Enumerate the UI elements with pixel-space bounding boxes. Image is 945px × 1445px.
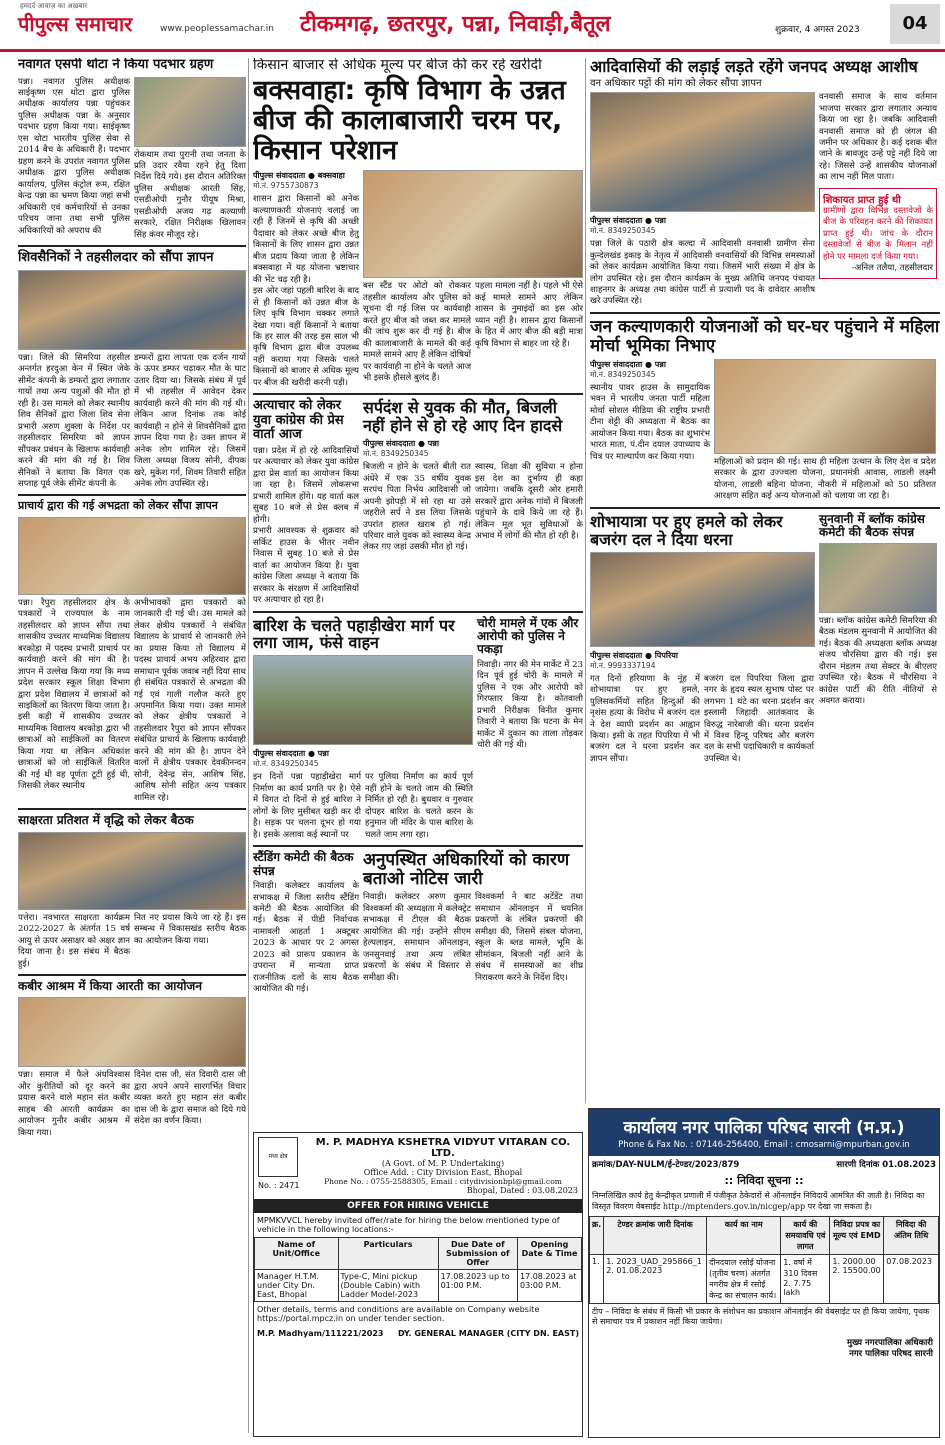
divider: [18, 974, 246, 976]
column-center: [253, 58, 583, 1128]
story-bajrang-body-2: बजरंग दल पिपरिया जिला द्वारा नगर के हृदय स्थल सुभाष पोस्ट पर लगभग 1 घंटे का धरना प्रदर्शन कर इस्लामी जिहादी आतंकवाद के विरुद्ध नारेबाजी की। धरना प्रदर्शन में विश्व हिन्दू परिषद और बजरंग दल के सभी पदाधिकारी व कार्यकर्ता उपस्थित थे।: [704, 673, 814, 764]
divider: [18, 808, 246, 810]
tender-table: [589, 1216, 939, 1304]
tribal-phone: मो.नं. 8349250345: [590, 226, 656, 236]
tender-notice: [588, 1108, 940, 1438]
tender-col-work: कार्य का नाम: [707, 1216, 781, 1254]
ad-cell: 17.08.2023 at 03:00 P.M.: [517, 1270, 581, 1302]
column-divider: [585, 58, 586, 1103]
ad-signature: DY. GENERAL MANAGER (CITY DN. EAST): [397, 1329, 579, 1338]
issue-date: शुक्रवार, 4 अगस्त 2023: [775, 25, 860, 35]
story-youth-congress-body: पन्ना। प्रदेश में हो रहे आदिवासियों पर अत्याचार को लेकर युवा कांग्रेस द्वारा प्रेस वार्ता का आयोजन किया जा रहा है। जिसमें लोकसभा प्रभारी शामिल होंगे। यह वार्ता कल सुबह 10 बजे से प्रेस क्लब में होगी।: [253, 445, 359, 525]
bajrang-phone: मो.नं. 9993337194: [590, 660, 656, 670]
complaint-box: [819, 188, 937, 279]
ad-number: No. : 2471: [258, 1181, 300, 1190]
photo-shivsainik: [18, 270, 246, 350]
divider: [253, 611, 583, 613]
lead-body-2: इस ओर जहां पहली बारिश के बाद से ही किसानों को उन्नत बीज के लिए कृषि विभाग चक्कर लगाते देखा गया। वहीं किसानों ने बताया कि हर साल की तरह इस साल भी कृषि विभाग द्वारा बीज उपलब्ध नहीं कराया गया जिसके चलते किसानों को बाजार से अधिक मूल्य पर बीज की खरीदी करनी पड़ी।: [253, 286, 359, 388]
ad-date: Bhopal, Dated : 03.08.2023: [466, 1186, 578, 1195]
editions-title: टीकमगढ़, छतरपुर, पन्ना, निवाड़ी,बैतूल: [300, 12, 611, 37]
ad-col-unit: Name of Unit/Office: [255, 1238, 339, 1270]
divider: [253, 845, 583, 847]
story-bajrang-body: गत दिनों हरियाणा के नूंह में शोभायात्रा पर हुए हमले, पुलिसकर्मियों सहित हिन्दुओं की नृशंस हत्या के विरोध में बजरंग दल ने देश व्यापी प्रदर्शन का आह्वान किया। इसी के तहत पिपरिया में भी बजरंग दल ने धरना प्रदर्शन कर ज्ञापन सौंपा।: [590, 673, 700, 764]
headline-rain-jam: बारिश के चलते पहाड़ीखेरा मार्ग पर लगा जाम, फंसे वाहन: [253, 615, 455, 653]
tribal-byline: पीपुल्स संवाददाता ● पन्ना: [590, 216, 666, 226]
ad-col-opening: Opening Date & Time: [517, 1238, 581, 1270]
tender-col-sno: क्र.: [590, 1216, 604, 1254]
lead-body-3: बस स्टैंड पर ओटो को रोककर तहसील कार्यालय और पुलिस को सूचना दी गई जिस पर कार्यवाही करते हुए बीज को जब्त कर मामले की जांच शुरू कर दी गई है। बीज की कालाबाजारी के मामले की कई मामले सामने आए हैं लेकिन दोषियों पर कार्यवाही ना होने के चलते आज भी इसके हौसले बुलंद हैं।: [363, 281, 471, 384]
story-mahila-body-2: महिलाओं को प्रदान की गई। साथ ही महिला उत्थान के लिए देश व प्रदेश सरकार के द्वारा उज्ज्वला योजना, प्रधानमंत्री आवास, लाडली लक्ष्मी योजना, लाडली बहिना योजना, नौकरी में महिलाओं को 50 प्रतिशत आरक्षण सहित कई अन्य योजनाओं को चलाया जा रहा है।: [714, 456, 936, 502]
ad-cell: 17.08.2023 up to 01:00 P.M.: [438, 1270, 517, 1302]
tender-col-duration: कार्य की समयावधि एवं लागत: [781, 1216, 830, 1254]
story-principal-body: पन्ना। रैपुरा तहसीलदार क्षेत्र के पत्रकारों ने राज्यपाल के नाम तहसीलदार को ज्ञापन सौंपा तथा शासकीय उच्चतर माध्यमिक विद्यालय बरकोड़ा में पदस्थ प्रभारी प्राचार्य पर कार्यवाही करने की मांग की है। ज्ञापन में उल्लेख किया गया कि मध्य प्रदेश सरकार स्कूल शिक्षा विभाग द्वारा प्रदेश विद्यालय में छात्राओं को साइकिलों का वितरण किया जाता है। इसी कड़ी में शासकीय उच्चतर माध्यमिक विद्यालय बरकोड़ा द्वारा भी छात्राओं को साईकिलों का वितरण किया गया था लेकिन अधिकांश छात्राओं को जो साईकिलें वितरित की गई थी वह पूर्णतः टूटी हुई थी, जिसकी लेकर स्थानीय: [18, 597, 130, 792]
story-kabir-body: पन्ना। समाज में फैले अंधविश्वास और कुरीतियों को दूर करने का प्रयास करने वाले महान संत कबीर साहब की आरती कार्यक्रम का आयोजन गुनौर कबीर आश्रम में किया गया।: [18, 1070, 130, 1138]
story-snakebite-body: बिजली न होने के चलते बीती रात अंधेरे में एक 35 वर्षीय युवक सरपंच पिता निर्भय आदिवासी जो अपनी झोपड़ी में सो रहा था उसे जहरीले सर्प ने डस लिया जिसके उपरांत हालत खराब हो गई। परिवार वाले युवक को स्वास्थ्य केन्द्र लेकर गए जहां उसकी मौत हो गई।: [363, 462, 471, 553]
tender-cell: 1.: [590, 1254, 604, 1303]
column-right: [590, 58, 940, 1103]
story-literacy-body-2: नित नए प्रयास किये जा रहे हैं। इस सम्बन्ध में विकासखंड स्तरीय बैठक का आयोजन किया गया।: [134, 912, 246, 946]
tender-cell: 1. वर्षा में 310 दिवस 2. 7.75 lakh: [781, 1254, 830, 1303]
lead-byline: पीपुल्स संवाददाता ● बक्सवाहा: [253, 171, 345, 181]
tender-cell: 1. 2023_UAD_295866_1 2. 01.08.2023: [604, 1254, 707, 1303]
story-sp-body-2: रोकथाम तथा पुरानी तथा जनता के प्रति उदार रवैया रहने हेतु दिशा निर्देश दिये गये। इस दौरान अतिरिक्त पुलिस अधीक्षक आरती सिंह, एसडीओपी गुनौर पीयूष मिश्रा, एसडीओपी अजय गढ़ कल्याणी सरकारे, रक्षित निरीक्षक खिलावन सिंह कंवर मौजूद रहे।: [134, 149, 246, 240]
story-shivsainik-body-2: डम्फरों द्वारा लापता एक दर्जन गायों के ऊपर डम्फर चढ़ाकर मौत के घाट उतार दिया था। जिसके संबंध में पूर्व में भी तहसील में आवेदन देकर कार्यवाही करने की मांग की गई थी। लेकिन आज दिनांक तक कोई कार्यवाही न होने से शिवसैनिकों द्वारा ज्ञापन दिया गया है। उक्त ज्ञापन में अनेक लोग शामिल रहे। जिसमें जिला अध्यक्ष विजय सोनी, दीपक खरे, मुकेश गर्ग, शिवम तिवारी सहित अनेक लोग उपस्थित रहे।: [134, 352, 246, 489]
story-youth-congress-body-2: प्रभारी आवश्यक से शुक्रवार को सर्किट हाउस के भीतर नवीन निवास में सुबह 10 बजे से प्रेस वार्ता का आयोजन किया है। युवा कांग्रेस जिला अध्यक्ष ने बताया कि सरकार के संरक्षण में आदिवासियों पर अत्याचार हो रहा है।: [253, 526, 359, 606]
table-row: [255, 1270, 582, 1302]
mahila-phone: मो.नं. 8349250345: [590, 369, 656, 379]
story-tribal-body: पन्ना जिले के पठारी क्षेत्र कल्दा में आदिवासी वनवासी ग्रामीण सेना कुन्देलखंड इकाइ के नेतृत्व में आदिवासी वनवासियों की विभिन्न समस्याओं को लेकर कार्यक्रम आयोजित किया गया। जिसमें भारी संख्या में क्षेत्र के लोग उपस्थित रहे। इस दौरान कार्यक्रम के मुख्य अतिथि जनपद पंचायत शाहनगर के अध्यक्ष तथा कांग्रेस पार्टी से प्रत्याशी पद के दावेदार आशीष खरे उपस्थित रहे।: [590, 239, 815, 307]
headline-principal: प्राचार्य द्वारा की गई अभद्रता को लेकर सौंपा ज्ञापन: [18, 499, 218, 513]
lead-body-1: शासन द्वारा किसानों को अनेक कल्याणकारी योजनाएं चलाई जा रही हैं जिनमें से कृषि की अच्छी पैदावार को लेकर अच्छे बीज हेतु किसानों के लिए शासन द्वारा उन्नत बीज प्रदाय किया जाता है लेकिन बक्सवाहा में यह योजना भ्रष्टाचार की भेंट चढ़ रही है।: [253, 194, 359, 285]
complaint-body: ग्रामीणों द्वारा विभिन्न दस्तावेजों के बीज के परिवहन करने की शिकायत प्राप्त हुई थी। जांच के दौरान दस्तावेजों से बीज के मिलान नहीं होने पर मामला दर्ज किया गया।: [823, 205, 933, 262]
tender-ref: क्रमांक/DAY-NULM/ई-टेण्डर/2023/879: [592, 1160, 740, 1170]
ad-table: [254, 1237, 582, 1302]
ad-col-due: Due Date of Submission of Offer: [438, 1238, 517, 1270]
tender-sign-2: नगर पालिका परिषद सारनी: [849, 1349, 933, 1360]
photo-rain-jam: [253, 655, 473, 745]
headline-standing-committee: स्टैंडिंग कमेटी की बैठक संपन्न: [253, 850, 354, 878]
headline-shivsainik: शिवसैनिकों ने तहसीलदार को सौंपा ज्ञापन: [18, 250, 214, 266]
divider: [590, 312, 940, 314]
story-standing-committee-body: निवाड़ी। कलेक्टर कार्यालय के सभाकक्ष में जिला स्तरीय स्टैंडिंग कमेटी की बैठक आयोजित की गई। बैठक में पीडी निर्वाचक नामावली आहर्ता 1 अक्टूबर 2023 के आधार पर 2 अगस्त 2023 को प्रारूप प्रकाशन के उपरान्त में मान्यता प्राप्त राजनीतिक दलों के साथ बैठक आयोजित की गई।: [253, 881, 359, 995]
headline-bajrang-dal: शोभायात्रा पर हुए हमले को लेकर बजरंग दल ने दिया धरना: [590, 511, 783, 549]
column-left: [18, 58, 246, 1438]
tender-intro: निम्नलिखित कार्य हेतु केन्द्रीकृत प्रणाली में पंजीकृत ठेकेदारों से ऑनलाईन निविदायें आमंत्रित की जाती है। निविदा का विस्तृत विवरण वेबसाईट http://mptenders.gov.in/nicgep/app पर देखा जा सकता है।: [592, 1191, 925, 1211]
lead-headline: बक्सवाहा: कृषि विभाग के उन्नत बीज की कालाबाजारी चरम पर, किसान परेशान: [253, 74, 566, 167]
website-url[interactable]: www.peoplessamachar.in: [160, 24, 274, 34]
headline-tribal: आदिवासियों की लड़ाई लड़ते रहेंगे जनपद अध्यक्ष आशीष: [590, 58, 918, 76]
subheadline-tribal: वन अधिकार पट्टों की मांग को लेकर सौंपा ज्ञापन: [590, 77, 762, 89]
headline-block-congress: सुनवानी में ब्लॉक कांग्रेस कमेटी की बैठक संपन्न: [819, 511, 925, 540]
tender-org: कार्यालय नगर पालिका परिषद सारनी (म.प्र.): [589, 1109, 939, 1140]
photo-literacy: [18, 832, 246, 910]
tender-col-emd: निविदा प्रपत्र का मूल्य एवं EMD: [830, 1216, 884, 1254]
tender-col-number: टेण्डर क्रमांक जारी दिनांक: [604, 1216, 707, 1254]
tender-signatory: [589, 1337, 939, 1359]
complaint-heading: शिकायत प्राप्त हुई थी: [823, 194, 901, 206]
ad-office: Office Add. : City Division East, Bhopal: [363, 1168, 523, 1177]
photo-sp: [134, 77, 246, 147]
story-block-congress-body: पन्ना। ब्लॉक कांग्रेस कमेटी सिमरिया की बैठक मंडलम सुनवानी में आयोजित की गई। बैठक की अध्यक्षता ब्लॉक अध्यक्ष संजय चौरसिया द्वारा की गई। इस दौरान मंडलम तथा सेक्टर के बीएलए उपस्थित रहे। बैठक में चौरसिया ने कांग्रेस पार्टी की रीति नीतियों से अवगत कराया।: [819, 615, 937, 706]
story-rain-jam-body: इन दिनों पन्ना पहाड़ीखेरा मार्ग निर्माण का कार्य प्रगति पर है। ऐसे में विगत दो दिनों से हुई बारिश ने लोगों के लिए मुसीबत खड़ी कर दी है। सड़क पर चलना दूभर हो गया है। इसके अलावा कई स्थानों पर: [253, 772, 361, 840]
discom-logo: मध्य क्षेत्र: [258, 1137, 298, 1177]
newspaper-logo: पीपुल्स समाचार: [18, 12, 133, 36]
photo-mahila: [714, 359, 936, 454]
ad-phone: Phone No. : 0755-2588305, Email : citydivisionbpl@gmail.com: [324, 1177, 562, 1186]
ad-footer: Other details, terms and conditions are available on Company website https://portal.mpcz.in on under tender section.: [257, 1305, 540, 1323]
divider: [590, 507, 940, 509]
vehicle-hiring-ad: [253, 1132, 583, 1437]
tender-note: टीप – निविदा के संबंध में किसी भी प्रकार के संशोधन का प्रकाशन ऑनलाईन की वेबसाईट पर ही किया जायेगा, पृथक से समाचार पत्र में प्रकाशन नहीं किया जायेगा।: [592, 1306, 930, 1327]
ad-banner: OFFER FOR HIRING VEHICLE: [254, 1199, 582, 1213]
rain-jam-phone: मो.नं. 8349250345: [253, 759, 319, 769]
story-principal-body-2: अभीभावकों द्वारा पत्रकारों को जानकारी दी गई थी। उस मामले को लेकर क्षेत्रीय पत्रकारों ने संबंधित विद्यालय के प्राचार्य से जानकारी लेने का प्रयास किया तो विद्यालय में पदस्थ प्राचार्य अभय अहिरवार द्वारा समाधान पूर्वक जवाब नहीं दिया साथ ही संबंधित पत्रकारों से अभद्रता की गई एवं गाली गलौज करते हुए अपमानित किया गया। उक्त मामले को लेकर क्षेत्रीय पत्रकारों ने तहसीलदार रैपुरा को ज्ञापन सौंपकर संबंधित प्राचार्य के खिलाफ कार्यवाही करने की मांग की है। ज्ञापन देने वालों में क्षेत्रीय पत्रकार देवकीनन्दन सोनी, देवेन्द्र सेन, आशिष सिंह, आशिष सोनी सहित अन्य पत्रकार शामिल रहे।: [134, 597, 246, 803]
ad-code: M.P. Madhyam/111221/2023: [257, 1329, 384, 1338]
story-show-cause-body: निवाड़ी। कलेक्टर अरुण कुमार विश्वकर्मा की अध्यक्षता में कलेक्ट्रेट सभाकक्ष में टीएल की बैठक आयोजित की गई। उन्होंने सीएम हेल्पलाइन, समाधान ऑनलाइन, जनसुनवाई तथा अन्य लंबित प्रकरणों के संबंध में विस्तार से समीक्षा की।: [363, 892, 471, 983]
story-theft-body: निवाड़ी। नगर की मेन मार्केट में 23 दिन पूर्व हुई चोरी के मामले में पुलिस ने एक और आरोपी को गिरफ्तार किया है। कोतवाली प्रभारी निरीक्षक विनीत कुमार तिवारी ने बताया कि घटना के मेन मार्केट में दुकान का ताला तोड़कर चोरी की गई थी।: [477, 659, 583, 751]
ad-intro: MPMKVVCL hereby invited offer/rate for hiring the below mentioned type of vehicle in the following locations:-: [257, 1216, 560, 1234]
headline-youth-congress: अत्याचार को लेकर युवा कांग्रेस की प्रेस वार्ता आज: [253, 398, 344, 443]
complaint-signature: -अनिल तलैया, तहसीलदार: [851, 263, 933, 274]
tender-sign-1: मुख्य नगरपालिका अधिकारी: [847, 1338, 933, 1349]
story-shivsainik-body: पन्ना। जिले की सिमरिया तहसील अन्तर्गत हरदुआ केन में स्थित जेके सीमेंट कंपनी के डम्फरों द्वारा लगातार गायों तथा अन्य पशुओं की मौत हो रही है। उस मामले को लेकर स्थानीय शिव सैनिकों द्वारा जिला शिव सेना प्रभारी अरुण शुक्ला के निर्देश पर तहसीलदार सिमरिया को ज्ञापन सौंपकर प्रबंधन के खिलाफ कार्यवाही करने की मांग की गई है। शिव सैनिकों ने बताया कि विगत एक सप्ताह पूर्व जेके सीमेंट कंपनी के: [18, 352, 130, 489]
divider: [18, 245, 246, 247]
headline-sp-charge: नवागत एसपी थोटा ने किया पदभार ग्रहण: [18, 58, 214, 72]
story-snakebite-body-2: स्वास्थ, शिक्षा की सुविधा न होना इस देश का दुर्भाग्य ही कहा जायेगा। जबकि दूसरी ओर हमारी सरकारें द्वारा अनेक गांवों में बिजली पहुंचाने के दावे किये जा रहे हैं। लेकिन मूल भूत सुविधाओं के अभाव में लोगों की मौत हो रही है।: [475, 462, 583, 541]
ad-cell: Type-C, Mini pickup (Double Cabin) with Ladder Model-2023: [338, 1270, 438, 1302]
table-row: [590, 1254, 939, 1303]
story-kabir-body-2: दिनेश दास जी, संत दिवारी दास जी द्वारा अपने अपने सारगर्भित विचार व्यक्त करते हुए महान संत कबीर दास जी के द्वारा समाज को दिये गये संदेश का वर्णन किया।: [134, 1070, 246, 1127]
masthead: [0, 0, 945, 52]
photo-tribal: [590, 92, 815, 212]
photo-principal: [18, 517, 246, 595]
headline-kabir: कबीर आश्रम में किया आरती का आयोजन: [18, 979, 202, 993]
story-literacy-body: पत्तेरा। नवभारत साक्षरता कार्यक्रम 2022-2027 के अंतर्गत 15 वर्ष आयु से ऊपर असाक्षर को अक्षर ज्ञान दिया जाना है। इस संबंध में बैठक हुई।: [18, 912, 130, 969]
photo-kabir: [18, 997, 246, 1067]
rain-jam-byline: पीपुल्स संवाददाता ● पन्ना: [253, 749, 329, 759]
column-divider: [248, 58, 249, 1433]
story-tribal-body-2: वनवासी समाज के साथ वर्तमान भाजपा सरकार द्वारा लगातार अन्याय किया जा रहा है। जबकि आदिवासी वनवासी समाज को ही जंगल की जमीन पर अधिकार है। कई दशक बीत जाने के बावजूद उन्हें पट्टे नहीं दिये जा रहे। जिससे उन्हें शासकीय योजनाओं का लाभ नहीं मिल पाता।: [819, 92, 937, 183]
lead-body-4: पहला मामला नहीं है। पहले भी ऐसे कई मामले सामने आए लेकिन शासन के नुमाइंदों का इस ओर ध्यान नहीं है। शासन द्वारा किसानों के हित में आए बीज की बड़ी मात्रा कृषि विभाग से बाहर जा रहे हैं।: [475, 281, 583, 349]
story-rain-jam-body-2: पर पुलिया निर्माण का कार्य पूर्ण नहीं होने के चलते जाम की स्थिति निर्मित हो रही है। बुधवार व गुरुवार दोपहर बारिश के चलते करन के हनुमान जी मंदिर के पास बारिश के चलते जाम लगा रहा।: [365, 772, 473, 840]
photo-bajrang-dal: [590, 552, 815, 647]
snakebite-phone: मो.नं. 8349250345: [363, 449, 429, 459]
story-sp-body: पन्ना। नवागत पुलिस अधीक्षक साईकृष्ण एस थोटा द्वारा पुलिस अधीक्षक कार्यालय पन्ना पहुंचकर पुलिस अधीक्षक पन्ना के अनुसार पदभार ग्रहण किया गया। साईकृष्ण एस थोटा भारतीय पुलिस सेवा से 2014 बैच के अधिकारी हैं। पदभार ग्रहण करने के उपरांत नवागत पुलिस अधीक्षक द्वारा पुलिस अधीक्षक कार्यालय, पुलिस कंट्रोल रूम, रक्षित केन्द्र पन्ना का भ्रमण किया जहां सभी अधिकारी एवं कर्मचारियों से उनका परिचय जाना तथा सभी पुलिस अधिकारियों को अपराध की: [18, 76, 130, 236]
headline-theft: चोरी मामले में एक और आरोपी को पुलिस ने पकड़ा: [477, 615, 579, 657]
photo-seed-bags: [363, 170, 583, 278]
headline-show-cause: अनुपस्थित अधिकारियों को कारण बताओ नोटिस जारी: [363, 850, 570, 890]
divider: [18, 494, 246, 496]
tender-col-deadline: निविदा की अंतिम तिथि: [884, 1216, 939, 1254]
headline-literacy: साक्षरता प्रतिशत में वृद्धि को लेकर बैठक: [18, 813, 194, 828]
masthead-tagline: हमदर्द आवाज़ का अख़बार: [20, 2, 88, 10]
tender-cell: 1. 2000.00 2. 15500.00: [830, 1254, 884, 1303]
tender-cell: दीनदयाल रसोई योजना (तृतीय चरण) अंतर्गत नगरीय क्षेत्र में रसोई केन्द्र का संचालन कार्य।: [707, 1254, 781, 1303]
lead-phone: मो.नं. 9755730873: [253, 181, 319, 191]
headline-mahila-morcha: जन कल्याणकारी योजनाओं को घर-घर पहुंचाने में महिला मोर्चा भूमिका निभाए: [590, 316, 940, 356]
divider: [253, 393, 583, 395]
bajrang-byline: पीपुल्स संवाददाता ● पिपरिया: [590, 650, 678, 660]
tender-ref-date: सारणी दिनांक 01.08.2023: [836, 1160, 936, 1170]
story-mahila-body: स्थानीय पावर हाउस के सामुदायिक भवन में भारतीय जनता पार्टी महिला मोर्चा सोशल मीडिया की राष्ट्रीय प्रभारी टीना शेट्टी की अध्यक्षता में बैठक का आयोजन किया गया। बैठक का शुभारंभ भारत माता, पं.दीन दयाल उपाध्याय के चित्र पर माल्यार्पण कर किया गया।: [590, 382, 710, 462]
ad-cell: Manager H.T.M. under City Dn. East, Bhopal: [255, 1270, 339, 1302]
mahila-byline: पीपुल्स संवाददाता ● पन्ना: [590, 359, 666, 369]
lead-kicker: किसान बाजार से अधिक मूल्य पर बीज की कर रहे खरीदी: [253, 58, 542, 73]
photo-block-congress: [819, 543, 937, 613]
story-show-cause-body-2: विश्वकर्मा ने बाट अटेंडेंट तथा समाधान ऑनलाइन में चयनित प्रकरणों के लंबित प्रकरणों की समीक्षा की, जिसमें संबल योजना, स्कूल के ब्लड मामले, भूमि के सीमांकन, बिजली नहीं आने के संबंध में समस्याओं का शीघ्र निराकरण करने के निर्देश दिए।: [475, 892, 583, 983]
ad-company-sub: (A Govt. of M. P. Undertaking): [381, 1159, 505, 1168]
page-number: 04: [890, 4, 940, 44]
tender-contact: Phone & Fax No. : 07146-256400, Email : cmosarni@mpurban.gov.in: [589, 1140, 939, 1156]
ad-company: M. P. MADHYA KSHETRA VIDYUT VITARAN CO. LTD.: [315, 1137, 571, 1159]
headline-snakebite: सर्पदंश से युवक की मौत, बिजली नहीं होने से हो रहे आए दिन हादसे: [363, 398, 563, 436]
ad-col-particulars: Particulars: [338, 1238, 438, 1270]
tender-title: :: निविदा सूचना ::: [724, 1174, 804, 1187]
tender-cell: 07.08.2023: [884, 1254, 939, 1303]
snakebite-byline: पीपुल्स संवाददाता ● पन्ना: [363, 439, 439, 449]
